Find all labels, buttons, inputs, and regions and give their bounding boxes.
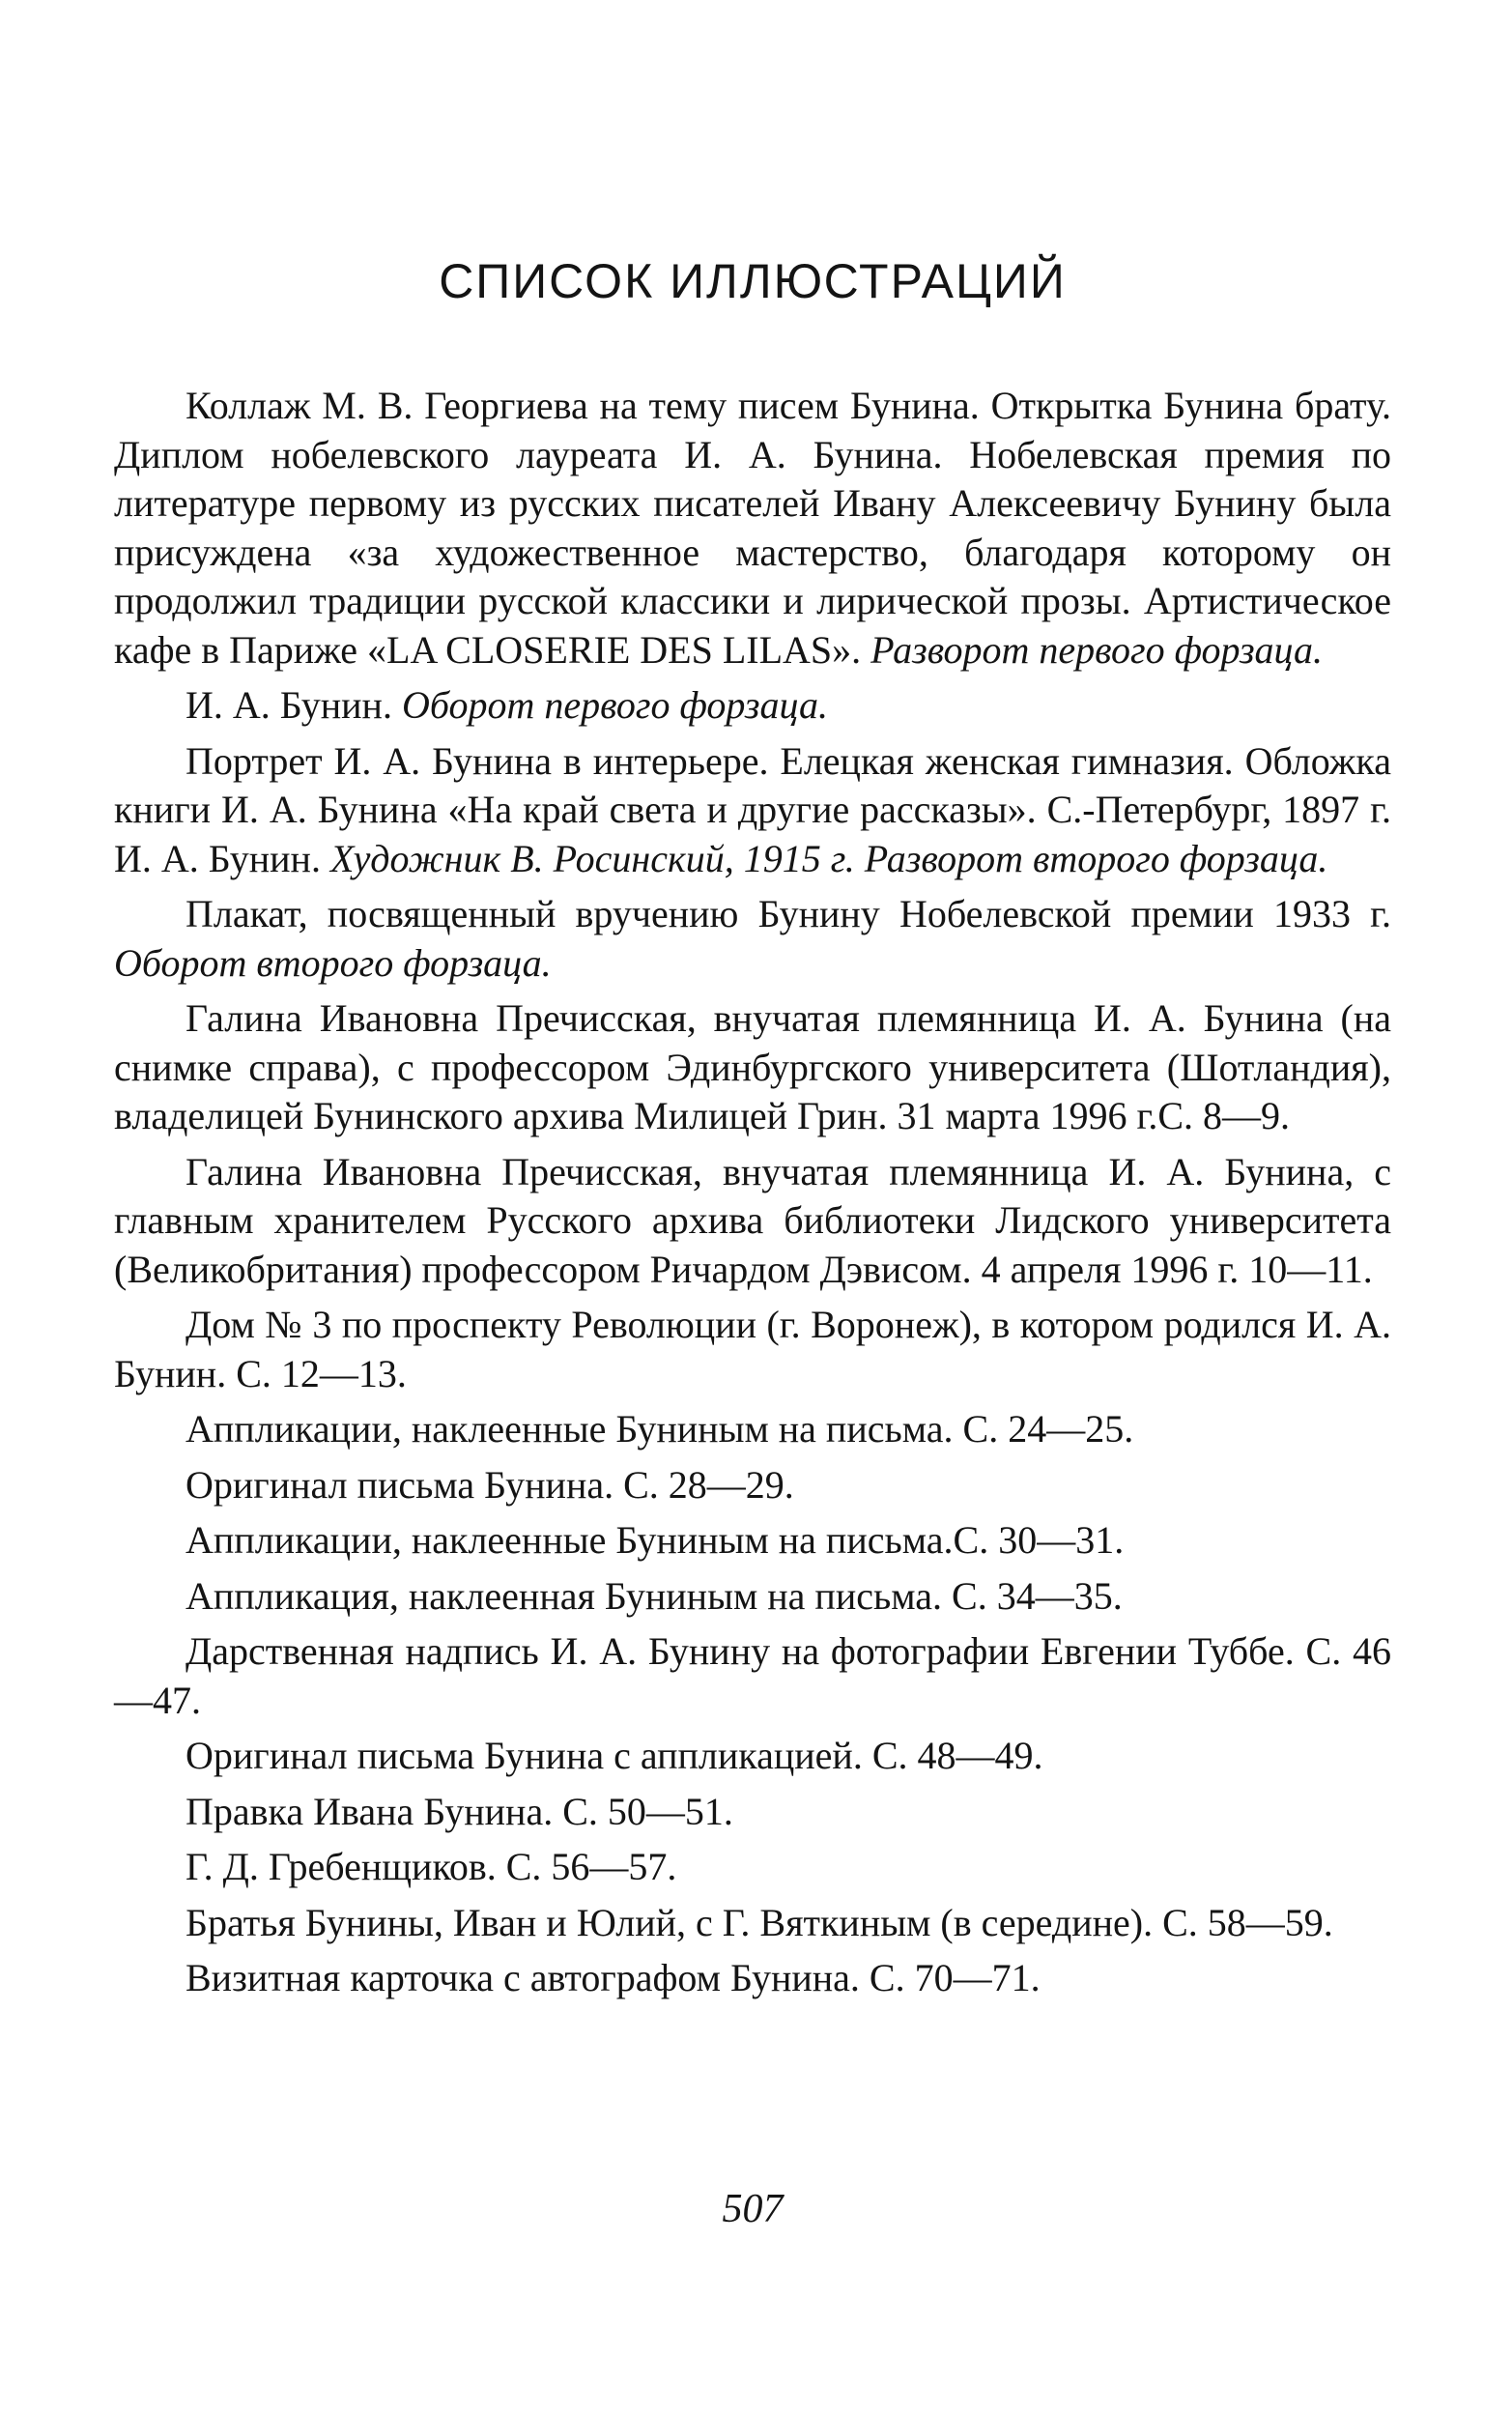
list-item <box>114 994 1391 1141</box>
entry-location: Оборот первого форзаца. <box>401 683 828 727</box>
entry-text: Аппликации, наклеенные Буниным на письма.С. 30—31. <box>185 1518 1125 1562</box>
entry-text: Дарственная надпись И. А. Бунину на фотографии Евгении Туббе. С. 46—47. <box>114 1629 1391 1722</box>
list-item <box>114 1732 1391 1781</box>
entry-text: Визитная карточка с автографом Бунина. С. 70—71. <box>185 1956 1041 1999</box>
book-page <box>114 0 1391 2414</box>
entry-text: Дом № 3 по проспекту Революции (г. Воронеж), в котором родился И. А. Бунин. С. 12—13. <box>114 1303 1391 1395</box>
list-item <box>114 1788 1391 1837</box>
entry-text: Г. Д. Гребенщиков. С. 56—57. <box>185 1845 677 1888</box>
list-item <box>114 1516 1391 1566</box>
entry-location: Оборот второго форзаца. <box>114 940 552 985</box>
entry-text: Портрет И. А. Бунина в интерьере. Елецкая женская гимназия. Обложка книги И. А. Бунина «На край света и другие рассказы». С.-Петербург, 1897 г. И. А. Бунин. <box>114 738 1391 880</box>
entry-text: Аппликация, наклеенная Буниным на письма. С. 34—35. <box>185 1573 1123 1618</box>
entry-text: Галина Ивановна Пречисская, внучатая племянница И. А. Бунина, с главным хранителем Русского архива библиотеки Лидского университета (Великобритания) профессором Ричардом Дэвисом. 4 апреля 1996 г. 10—11. <box>114 1149 1391 1291</box>
entry-text: Правка Ивана Бунина. С. 50—51. <box>185 1789 733 1833</box>
entry-text: Плакат, посвященный вручению Бунину Нобелевской премии 1933 г. <box>185 892 1391 935</box>
entry-text: Аппликации, наклеенные Буниным на письма. С. 24—25. <box>185 1407 1134 1451</box>
entry-text: Галина Ивановна Пречисская, внучатая племянница И. А. Бунина (на снимке справа), с профессором Эдинбургского университета (Шотландия), владелицей Бунинского архива Милицей Грин. 31 марта 1996 г.С. 8—9. <box>114 996 1391 1137</box>
entry-text: Оригинал письма Бунина. С. 28—29. <box>185 1462 794 1507</box>
entry-text: Братья Бунины, Иван и Юлий, с Г. Вяткиным (в середине). С. 58—59. <box>185 1900 1333 1944</box>
list-item <box>114 1301 1391 1398</box>
illustration-list <box>114 382 1391 2003</box>
list-item <box>114 1572 1391 1622</box>
list-item <box>114 1148 1391 1295</box>
list-item <box>114 1405 1391 1454</box>
list-item <box>114 1461 1391 1510</box>
list-item <box>114 737 1391 884</box>
entry-text: Оригинал письма Бунина с аппликацией. С. 48—49. <box>185 1734 1043 1777</box>
entry-text: И. А. Бунин. <box>185 683 392 727</box>
list-item <box>114 382 1391 675</box>
list-item <box>114 890 1391 988</box>
page-number: 507 <box>722 2187 784 2231</box>
entry-location: Художник В. Росинский, 1915 г. Разворот второго форзаца. <box>329 836 1328 880</box>
list-item <box>114 1627 1391 1725</box>
entry-location: Разворот первого форзаца. <box>870 627 1324 672</box>
list-item <box>114 1954 1391 2003</box>
list-item <box>114 1899 1391 1948</box>
list-item <box>114 1843 1391 1892</box>
list-item <box>114 681 1391 731</box>
entry-text: Коллаж М. В. Георгиева на тему писем Бунина. Открытка Бунина брату. Диплом нобелевского лауреата И. А. Бунина. Нобелевская премия по литературе первому из русских писателей Ивану Алексеевичу Бунину была присуждена «за художественное мастерство, благодаря которому он продолжил традиции русской классики и лирической прозы. Артистическое кафе в Париже «LA CLOSERIE DES LILAS». <box>114 384 1391 672</box>
page-title: СПИСОК ИЛЛЮСТРАЦИЙ <box>439 254 1067 308</box>
